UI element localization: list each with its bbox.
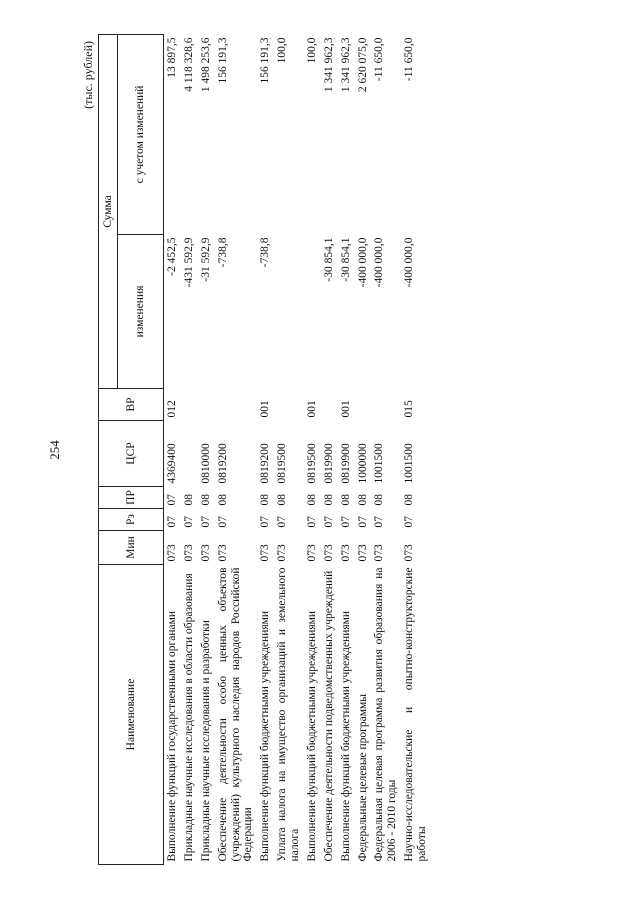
row-csr: 1001500 <box>373 443 386 484</box>
table-row <box>338 34 355 864</box>
row-csr <box>181 421 198 487</box>
table-row <box>401 34 431 864</box>
row-rz: 07 <box>216 516 229 528</box>
unit-note: (тыс. рублей) <box>81 41 95 109</box>
table-row <box>257 34 274 864</box>
row-vr <box>321 389 338 421</box>
row-total: 13 897,5 <box>166 37 178 78</box>
budget-table <box>98 34 431 865</box>
row-change: -30 854,1 <box>322 237 335 282</box>
row-pr: 08 <box>403 494 416 506</box>
row-min: 073 <box>216 544 229 562</box>
row-vr <box>274 389 304 421</box>
row-pr: 08 <box>356 494 369 506</box>
row-min: 073 <box>356 544 369 562</box>
row-change: -2 452,5 <box>166 237 178 276</box>
column-header-csr: ЦСР <box>99 421 164 487</box>
column-header-with-changes: с учетом изменений <box>118 34 164 234</box>
row-rz: 07 <box>339 516 352 528</box>
row-change: -738,8 <box>259 237 272 268</box>
table-row <box>304 34 321 864</box>
row-total: 156 191,3 <box>259 37 272 84</box>
row-change: -431 592,9 <box>182 237 195 288</box>
row-vr: 012 <box>166 400 178 418</box>
row-name: Уплата налога на имущество организаций и земельного налога <box>276 567 301 862</box>
row-pr: 08 <box>199 494 212 506</box>
row-vr <box>198 389 215 421</box>
row-min: 073 <box>199 544 212 562</box>
row-csr: 0819500 <box>305 443 318 484</box>
row-rz: 07 <box>199 516 212 528</box>
row-min: 073 <box>305 544 318 562</box>
row-csr: 0819200 <box>259 443 272 484</box>
budget-sheet <box>81 35 561 865</box>
row-rz: 07 <box>356 516 369 528</box>
row-csr: 0819900 <box>322 443 335 484</box>
row-name: Выполнение функций бюджетными учреждениями <box>259 610 272 862</box>
column-header-pr: ПР <box>99 487 164 509</box>
row-name: Выполнение функций бюджетными учреждениями <box>305 610 318 862</box>
row-rz: 07 <box>403 516 416 528</box>
row-total: 100,0 <box>305 37 318 64</box>
row-rz: 07 <box>322 516 335 528</box>
row-csr: 0819200 <box>216 443 229 484</box>
row-csr: 0819500 <box>276 443 289 484</box>
row-vr: 001 <box>339 400 352 418</box>
row-min: 073 <box>259 544 272 562</box>
row-rz: 07 <box>276 516 289 528</box>
row-vr <box>355 389 372 421</box>
row-change: -400 000,0 <box>356 237 369 288</box>
row-csr: 0810000 <box>199 443 212 484</box>
row-pr: 08 <box>216 494 229 506</box>
row-rz: 07 <box>166 516 178 528</box>
page-number: 254 <box>47 440 62 460</box>
table-row <box>181 34 198 864</box>
row-change: -400 000,0 <box>373 237 386 288</box>
row-name: Прикладные научные исследования в области образования <box>182 573 195 862</box>
table-row <box>274 34 304 864</box>
row-rz: 07 <box>259 516 272 528</box>
column-header-min: Мин <box>99 531 164 565</box>
table-row <box>215 34 258 864</box>
row-vr <box>215 389 258 421</box>
table-row <box>321 34 338 864</box>
row-total: 2 620 075,0 <box>356 37 369 93</box>
row-total: 1 341 962,3 <box>322 37 335 93</box>
row-rz: 07 <box>182 516 195 528</box>
row-name: Научно-исследовательские и опытно-конструкторские работы <box>403 567 428 862</box>
row-total: 100,0 <box>276 37 289 64</box>
column-header-vr: ВР <box>99 389 164 421</box>
row-csr: 1001500 <box>403 443 416 484</box>
row-pr: 07 <box>166 494 178 506</box>
row-min: 073 <box>322 544 335 562</box>
table-body <box>164 34 431 864</box>
row-pr: 08 <box>305 494 318 506</box>
row-change: -30 854,1 <box>339 237 352 282</box>
row-pr: 08 <box>373 494 386 506</box>
row-change <box>304 235 321 389</box>
row-change: -400 000,0 <box>403 237 416 288</box>
table-row <box>355 34 372 864</box>
row-min: 073 <box>339 544 352 562</box>
row-csr: 0819900 <box>339 443 352 484</box>
row-name: Федеральная целевая программа развития образования на 2006 - 2010 годы <box>373 567 399 862</box>
row-change <box>274 235 304 389</box>
row-name: Обеспечение деятельности подведомственных учреждений <box>322 570 335 862</box>
row-vr <box>181 389 198 421</box>
row-rz: 07 <box>373 516 386 528</box>
table-row <box>164 34 181 864</box>
column-header-name: Наименование <box>99 565 164 865</box>
row-name: Выполнение функций бюджетными учреждениями <box>339 610 352 862</box>
table-row <box>198 34 215 864</box>
row-total: 4 118 328,6 <box>182 37 195 92</box>
row-min: 073 <box>373 544 386 562</box>
row-csr: 4369400 <box>166 443 178 484</box>
row-min: 073 <box>403 544 416 562</box>
table-row <box>371 34 401 864</box>
column-header-changes: изменения <box>118 235 164 389</box>
row-change: -738,8 <box>216 237 229 268</box>
row-pr: 08 <box>182 494 195 506</box>
row-total: 156 191,3 <box>216 37 229 84</box>
row-csr: 1000000 <box>356 443 369 484</box>
column-header-rz: Рз <box>99 509 164 531</box>
row-total: -11 650,0 <box>403 37 416 82</box>
row-name: Обеспечение деятельности особо ценных объектов (учреждений) культурного наследия народов Российской Федерации <box>216 567 255 862</box>
row-name: Выполнение функций государственными органами <box>166 610 178 862</box>
row-pr: 08 <box>322 494 335 506</box>
row-name: Прикладные научные исследования и разработки <box>199 620 212 862</box>
row-min: 073 <box>166 544 178 562</box>
row-pr: 08 <box>339 494 352 506</box>
row-pr: 08 <box>259 494 272 506</box>
row-total: 1 341 962,3 <box>339 37 352 93</box>
row-pr: 08 <box>276 494 289 506</box>
row-vr: 001 <box>305 400 318 418</box>
row-vr: 001 <box>259 400 272 418</box>
row-total: 1 498 253,6 <box>199 37 212 93</box>
row-change: -31 592,9 <box>199 237 212 282</box>
row-name: Федеральные целевые программы <box>356 693 369 862</box>
row-vr <box>371 389 401 421</box>
row-min: 073 <box>182 544 195 562</box>
row-vr: 015 <box>403 400 416 418</box>
row-min: 073 <box>276 544 289 562</box>
row-rz: 07 <box>305 516 318 528</box>
column-header-sum: Сумма <box>99 34 118 388</box>
row-total: -11 650,0 <box>373 37 386 82</box>
